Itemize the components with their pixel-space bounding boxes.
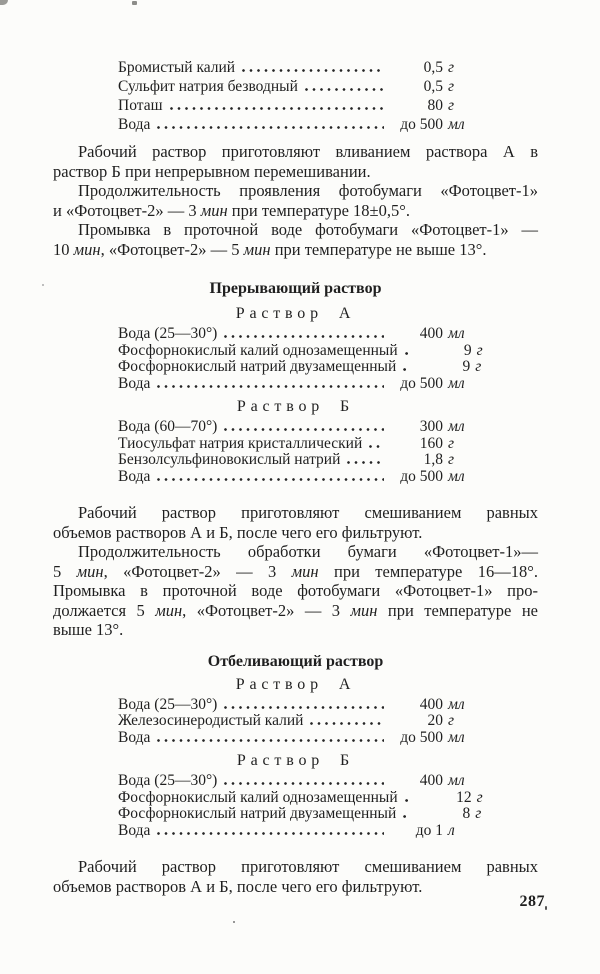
ingredient-row	[118, 697, 474, 714]
ingredient-row	[118, 58, 474, 77]
ingredient-name: Тиосульфат натрия кристаллический	[118, 434, 363, 452]
recipe-list-top	[118, 0, 474, 134]
ingredient-name: Фосфорнокислый натрий двузамещенный	[118, 358, 397, 375]
paragraph-group	[53, 857, 538, 896]
paragraph	[53, 503, 538, 542]
ingredient-name: Вода	[118, 374, 151, 392]
text-line: должается 5 мин, «Фотоцвет-2» — 3 мин при температуре не	[53, 600, 538, 620]
ingredient-row	[118, 115, 474, 134]
ingredient-row	[118, 823, 474, 840]
solution-b-title: Раствор Б	[236, 752, 355, 769]
ingredient-amount: 300	[419, 418, 443, 435]
dot-leader	[310, 720, 384, 725]
ingredient-unit: г	[475, 805, 482, 822]
ingredient-row	[118, 341, 483, 360]
solution-b-title: Раствор Б	[236, 398, 355, 415]
ingredient-unit: г	[448, 712, 455, 729]
ingredient-name: Вода (60—70°)	[118, 418, 218, 435]
ingredient-unit: мл	[448, 695, 465, 713]
ingredient-row	[118, 452, 474, 469]
ingredient-list-bleaching-a	[118, 697, 474, 747]
ingredient-name: Вода	[118, 116, 151, 133]
ingredient-unit: мл	[448, 728, 465, 746]
page-content	[53, 0, 538, 896]
ingredient-amount: до 500	[400, 116, 443, 133]
scan-artifact	[233, 921, 235, 923]
ingredient-unit: мл	[448, 467, 465, 485]
dot-leader	[405, 350, 413, 355]
text-line: Рабочий раствор приготовляют смешиванием равных	[78, 857, 538, 876]
ingredient-amount: 400	[419, 695, 443, 713]
dot-leader	[305, 86, 384, 91]
ingredient-unit: мл	[448, 772, 465, 789]
ingredient-row	[118, 376, 474, 393]
ingredient-unit: г	[448, 451, 455, 468]
ingredient-amount: до 500	[400, 467, 443, 485]
dot-leader	[157, 383, 384, 388]
ingredient-name: Вода (25—30°)	[118, 772, 218, 789]
page-number: 287	[519, 893, 545, 910]
ingredient-amount: 9	[462, 358, 471, 375]
scan-artifact	[0, 0, 8, 5]
text-line: Рабочий раствор приготовляют смешиванием равных	[78, 503, 538, 522]
ingredient-name: Сульфит натрия безводный	[118, 78, 298, 95]
paragraph	[53, 857, 538, 896]
dot-leader	[224, 426, 384, 431]
dot-leader	[157, 737, 384, 742]
ingredient-list-interrupting-a	[118, 325, 483, 392]
ingredient-name: Железосинеродистый калий	[118, 712, 304, 729]
ingredient-row	[118, 358, 482, 376]
ingredient-name: Бензолсульфиновокислый натрий	[118, 451, 341, 468]
dot-leader	[157, 476, 384, 481]
paragraph-group	[53, 503, 538, 640]
ingredient-name: Бромистый калий	[118, 59, 236, 76]
ingredient-row	[118, 419, 474, 436]
ingredient-amount: до 1	[415, 821, 443, 839]
ingredient-amount: 400	[419, 772, 443, 789]
text-line: Продолжительность проявления фотобумаги «Фотоцвет-1»	[78, 181, 538, 200]
dot-leader	[157, 830, 384, 835]
ingredient-unit: г	[475, 358, 482, 375]
ingredient-amount: 1,8	[423, 451, 443, 468]
ingredient-list-bleaching-b	[118, 772, 483, 839]
text-line: Промывка в проточной воде фотобумаги «Фотоцвет-1» про-	[53, 581, 538, 600]
ingredient-amount: 20	[427, 712, 443, 729]
paragraph	[53, 220, 538, 259]
paragraph	[53, 542, 538, 640]
ingredient-name: Вода	[118, 821, 151, 839]
text-line: Рабочий раствор приготовляют вливанием раствора А в	[78, 142, 538, 161]
text-line: Продолжительность обработки бумаги «Фотоцвет-1»—	[78, 542, 538, 561]
paragraph	[53, 181, 538, 220]
ingredient-unit: мл	[448, 418, 465, 435]
ingredient-unit: мл	[448, 116, 465, 133]
ingredient-row	[118, 788, 483, 807]
ingredient-unit: г	[448, 59, 455, 76]
ingredient-row	[118, 326, 474, 343]
ingredient-amount: 8	[462, 805, 471, 822]
ingredient-list-interrupting-b	[118, 419, 474, 485]
ingredient-amount: 0,5	[423, 59, 443, 76]
ingredient-row	[118, 436, 474, 453]
text-line: объемов растворов А и Б, после чего его фильтруют.	[53, 522, 423, 542]
ingredient-unit: г	[448, 434, 455, 452]
ingredient-row	[118, 96, 474, 115]
solution-a-title: Раствор А	[235, 305, 356, 322]
ingredient-amount: до 500	[400, 374, 443, 392]
ingredient-amount: 0,5	[423, 78, 443, 95]
dot-leader	[242, 67, 384, 72]
ingredient-name: Вода	[118, 467, 151, 485]
ingredient-row	[118, 77, 474, 96]
ingredient-unit: г	[448, 97, 455, 114]
ingredient-unit: л	[448, 821, 455, 839]
dot-leader	[170, 105, 384, 110]
ingredient-unit: г	[476, 341, 483, 359]
paragraph-group	[53, 142, 538, 259]
ingredient-name: Вода (25—30°)	[118, 325, 218, 342]
ingredient-unit: г	[476, 788, 483, 806]
ingredient-unit: мл	[448, 325, 465, 342]
ingredient-name: Фосфорнокислый калий однозамещенный	[118, 341, 398, 359]
dot-leader	[369, 443, 384, 448]
dot-leader	[405, 797, 413, 802]
ingredient-row	[118, 730, 474, 747]
dot-leader	[224, 704, 384, 709]
ingredient-row	[118, 773, 474, 790]
ingredient-row	[118, 713, 474, 730]
ingredient-amount: 12	[456, 788, 472, 806]
section-title-interrupting: Прерывающий раствор	[209, 280, 382, 297]
text-line: и «Фотоцвет-2» — 3 мин при температуре 18±0,5°.	[53, 200, 410, 220]
dot-leader	[347, 459, 384, 464]
ingredient-row	[118, 805, 482, 823]
ingredient-amount: 160	[419, 434, 443, 452]
dot-leader	[157, 124, 384, 129]
text-line: 5 мин, «Фотоцвет-2» — 3 мин при температуре 16—18°.	[53, 561, 538, 581]
text-line: 10 мин, «Фотоцвет-2» — 5 мин при температуре не выше 13°.	[53, 239, 487, 259]
ingredient-amount: 400	[419, 325, 443, 342]
paragraph	[53, 142, 538, 181]
section-title-bleaching: Отбеливающий раствор	[207, 652, 384, 670]
ingredient-amount: 9	[463, 341, 472, 359]
text-line: Промывка в проточной воде фотобумаги «Фотоцвет-1» —	[78, 220, 538, 239]
text-line: выше 13°.	[53, 620, 124, 639]
ingredient-name: Фосфорнокислый натрий двузамещенный	[118, 805, 397, 822]
ingredient-name: Вода	[118, 728, 151, 746]
ingredient-row	[118, 469, 474, 486]
ingredient-name: Поташ	[118, 97, 163, 114]
dot-leader	[403, 813, 411, 818]
dot-leader	[403, 366, 411, 371]
ingredient-name: Вода (25—30°)	[118, 695, 218, 713]
ingredient-unit: мл	[448, 374, 465, 392]
dot-leader	[224, 780, 384, 785]
dot-leader	[224, 333, 384, 338]
text-line: раствор Б при непрерывном перемешивании.	[53, 161, 371, 181]
solution-a-title: Раствор А	[235, 675, 356, 693]
scan-artifact	[42, 284, 44, 286]
ingredient-amount: 80	[427, 97, 443, 114]
ingredient-amount: до 500	[400, 728, 443, 746]
ingredient-name: Фосфорнокислый калий однозамещенный	[118, 788, 398, 806]
ingredient-unit: г	[448, 78, 455, 95]
text-line: объемов растворов А и Б, после чего его фильтруют.	[53, 876, 423, 896]
scan-artifact	[545, 906, 547, 910]
